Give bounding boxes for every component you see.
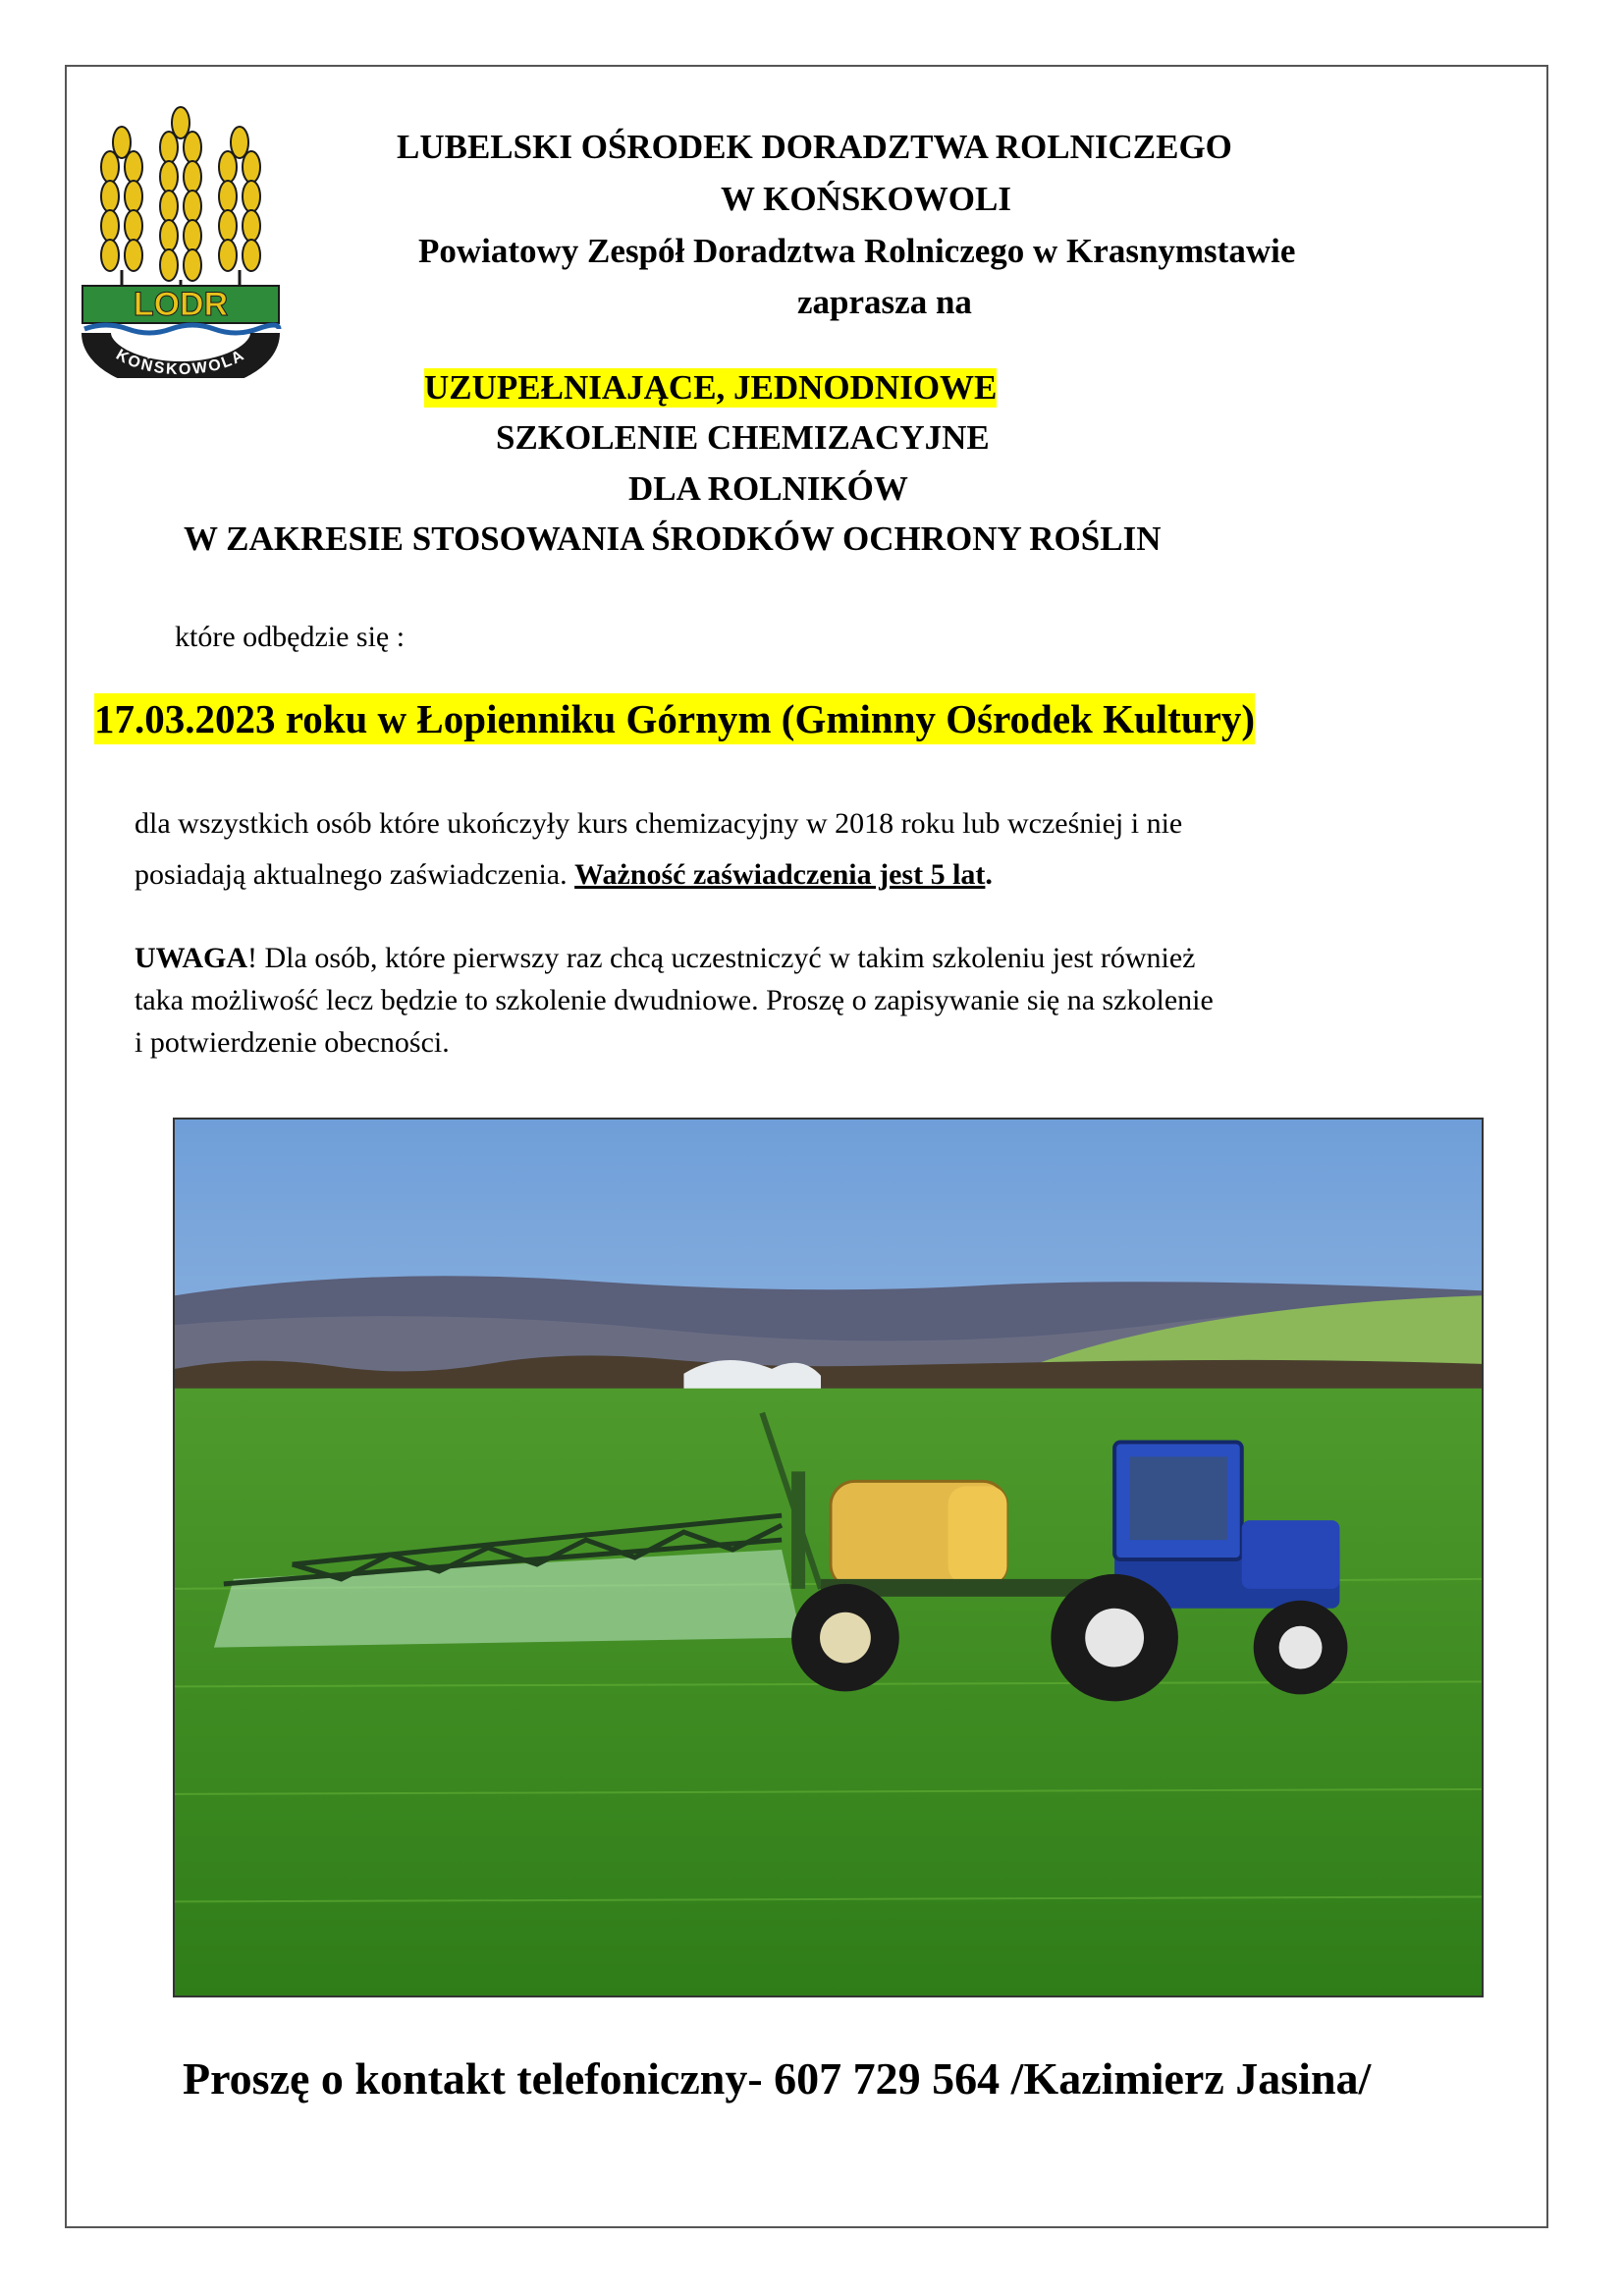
- validity-period: .: [985, 858, 993, 891]
- para1-text: posiadają aktualnego zaświadczenia.: [135, 858, 575, 891]
- para1-line1: dla wszystkich osób które ukończyły kurs chemizacyjny w 2018 roku lub wcześniej i nie: [135, 807, 1183, 840]
- intro-text: które odbędzie się :: [175, 621, 406, 653]
- validity-note: Ważność zaświadczenia jest 5 lat: [574, 858, 986, 891]
- para2-line2: taka możliwość lecz będzie to szkolenie dwudniowe. Proszę o zapisywanie się na szkolenie: [135, 984, 1214, 1016]
- footer-contact: Proszę o kontakt telefoniczny- 607 729 564 /Kazimierz Jasina/: [183, 2053, 1372, 2104]
- header-line3: Powiatowy Zespół Doradztwa Rolniczego w Krasnymstawie: [418, 232, 1296, 270]
- field-sprayer-illustration: [175, 1120, 1482, 1995]
- date-place: 17.03.2023 roku w Łopienniku Górnym (Gminny Ośrodek Kultury): [94, 693, 1255, 744]
- title-line3: DLA ROLNIKÓW: [628, 469, 908, 508]
- title-line2: SZKOLENIE CHEMIZACYJNE: [496, 418, 990, 457]
- header-line1: LUBELSKI OŚRODEK DORADZTWA ROLNICZEGO: [397, 128, 1232, 166]
- lodr-logo: [77, 93, 285, 378]
- para2-line3: i potwierdzenie obecności.: [135, 1026, 450, 1059]
- header-line2: W KOŃSKOWOLI: [721, 180, 1011, 218]
- para2-line1: [135, 940, 1195, 977]
- para2-text: ! Dla osób, które pierwszy raz chcą uczestniczyć w takim szkoleniu jest również: [247, 942, 1196, 974]
- logo-text: LODR: [133, 286, 229, 323]
- title-line4: W ZAKRESIE STOSOWANIA ŚRODKÓW OCHRONY ROŚLIN: [184, 519, 1162, 558]
- tractor-sprayer-photo: [173, 1118, 1484, 1997]
- uwaga-label: UWAGA: [135, 942, 248, 974]
- para1-line2: [135, 856, 993, 894]
- title-line1: UZUPEŁNIAJĄCE, JEDNODNIOWE: [424, 368, 998, 407]
- wheat-logo-icon: [77, 93, 285, 378]
- logo-subtext: KOŃSKOWOLA: [113, 346, 248, 378]
- header-line4: zaprasza na: [797, 283, 972, 321]
